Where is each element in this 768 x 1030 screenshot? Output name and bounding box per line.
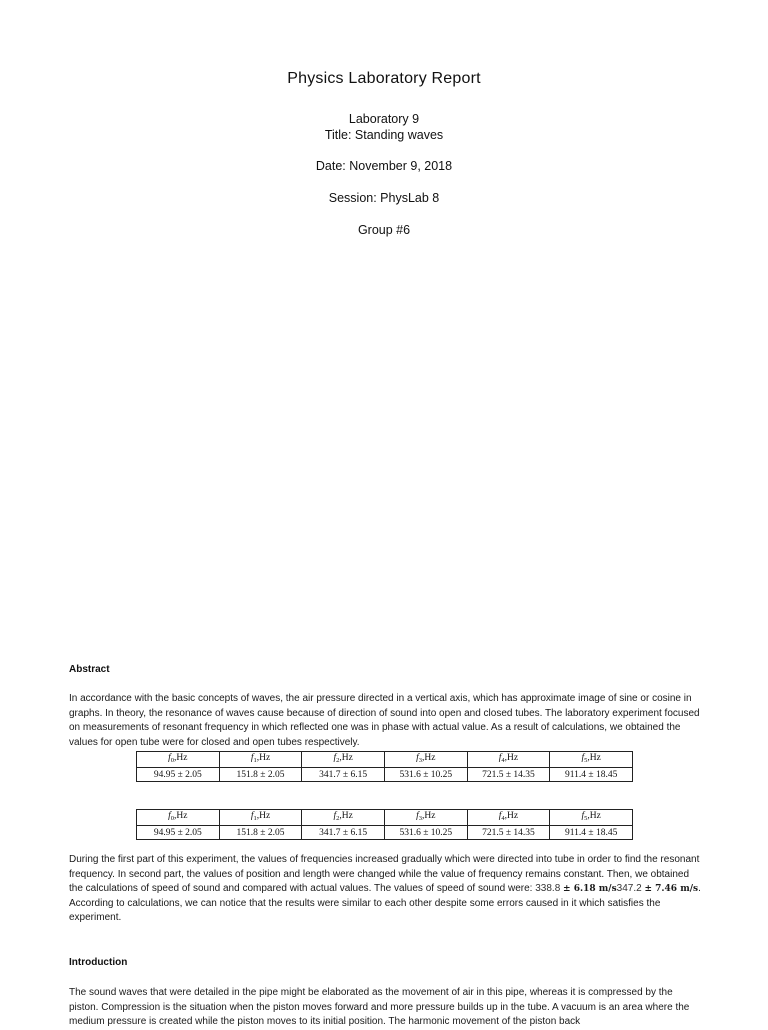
discussion-text-before: During the first part of this experiment, the values of frequencies increased gradually which were directed into tube in order to find the resonant frequency. In second part, the values of position and length were changed while the value of frequency remains constant. Then, we obtained the calculations of speed of sound and compared with actual values. The values of speed of sound were: <box>69 854 700 895</box>
frequency-table-closed <box>136 809 633 840</box>
table-cell: 531.6 ± 10.25 <box>384 826 467 840</box>
report-session: Session: PhysLab 8 <box>328 191 440 205</box>
laboratory-number: Laboratory 9 <box>348 112 420 126</box>
speed-error-1: ± 6.18 m/s <box>563 884 617 895</box>
table-header-cell: $f_3,Hz$ <box>384 752 467 768</box>
speed-error-2: ± 7.46 m/s <box>644 884 699 895</box>
report-group: Group #6 <box>357 223 411 237</box>
discussion-paragraph <box>69 853 701 926</box>
introduction-heading: Introduction <box>69 957 128 968</box>
speed-value-1: 338.8 <box>535 883 561 895</box>
abstract-heading: Abstract <box>69 664 110 675</box>
abstract-paragraph: In accordance with the basic concepts of waves, the air pressure directed in a vertical axis, which has approximate image of sine or cosine in graphs. In theory, the resonance of waves cause because of direction of sound into open and closed tubes. The laboratory experiment focused on measurements of resonant frequency in which reflected one was in phase with actual value. As a result of calculations, we obtained the values for open tube were for closed and open tubes respectively. <box>69 693 700 748</box>
table-header-cell: $f_2,Hz$ <box>302 752 385 768</box>
table-header-cell: $f_4,Hz$ <box>467 810 550 826</box>
table-row <box>137 826 633 840</box>
frequency-table-open <box>136 751 633 782</box>
table-header-cell: $f_5,Hz$ <box>550 810 633 826</box>
table-header-cell: $f_5,Hz$ <box>550 752 633 768</box>
table-cell: 341.7 ± 6.15 <box>302 826 385 840</box>
table-cell: 151.8 ± 2.05 <box>219 826 302 840</box>
speed-value-2: 347.2 <box>616 883 642 895</box>
table-cell: 911.4 ± 18.45 <box>550 826 633 840</box>
laboratory-title: Title: Standing waves <box>324 128 444 142</box>
table-cell: 531.6 ± 10.25 <box>384 768 467 782</box>
report-date: Date: November 9, 2018 <box>315 159 453 173</box>
introduction-paragraph: The sound waves that were detailed in the pipe might be elaborated as the movement of air in this pipe, whereas it is compressed by the piston. Compression is the situation when the piston moves forward and more pressure builds up in the tube. A vacuum is an area where the medium pressure is created while the piston moves to its initial position. The harmonic movement of the piston back <box>69 987 690 1028</box>
table-header-cell: $f_4,Hz$ <box>467 752 550 768</box>
table-cell: 721.5 ± 14.35 <box>467 826 550 840</box>
table-header-cell: $f_0,Hz$ <box>137 752 220 768</box>
table-cell: 94.95 ± 2.05 <box>137 768 220 782</box>
table-header-row <box>137 810 633 826</box>
table-row <box>137 768 633 782</box>
table-header-cell: $f_2,Hz$ <box>302 810 385 826</box>
table-cell: 911.4 ± 18.45 <box>550 768 633 782</box>
report-title: Physics Laboratory Report <box>287 70 481 87</box>
discussion-text-after: . According to calculations, we can notice that the results were similar to each other despite some errors caused in it which satisfies the experiment. <box>69 883 701 924</box>
table-header-cell: $f_3,Hz$ <box>384 810 467 826</box>
table-cell: 151.8 ± 2.05 <box>219 768 302 782</box>
table-cell: 341.7 ± 6.15 <box>302 768 385 782</box>
table-header-row <box>137 752 633 768</box>
table-header-cell: $f_1,Hz$ <box>219 810 302 826</box>
table-cell: 721.5 ± 14.35 <box>467 768 550 782</box>
table-header-cell: $f_0,Hz$ <box>137 810 220 826</box>
table-cell: 94.95 ± 2.05 <box>137 826 220 840</box>
table-header-cell: $f_1,Hz$ <box>219 752 302 768</box>
